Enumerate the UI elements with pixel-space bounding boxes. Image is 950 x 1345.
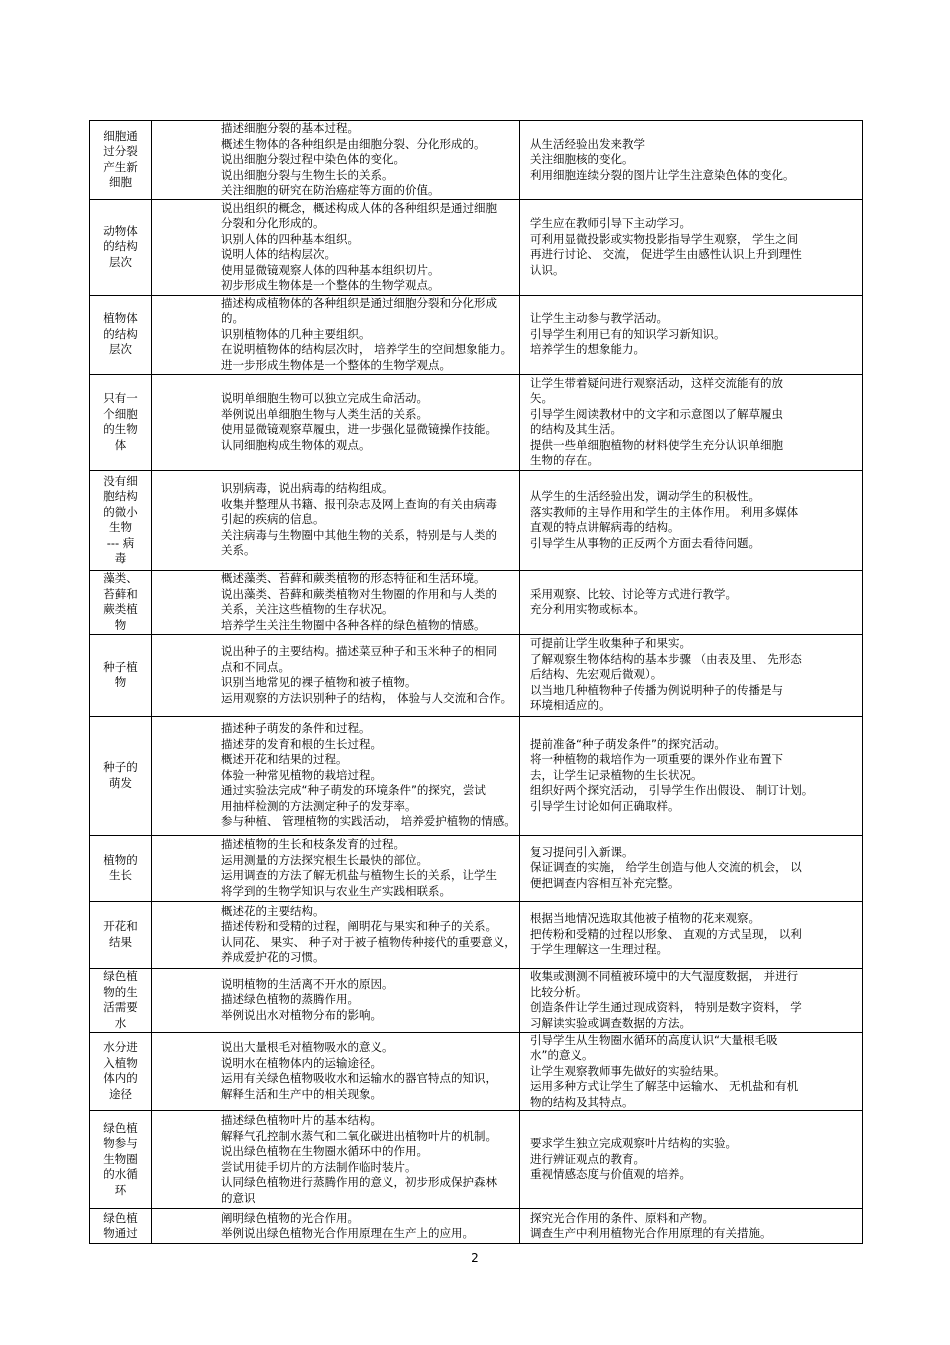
text-line: 比较分析。: [530, 984, 588, 999]
text-line: 层次: [109, 254, 132, 269]
table-row: [90, 901, 863, 968]
text-line: 识别当地常见的裸子植物和被子植物。: [221, 675, 417, 689]
text-line: 水”的意义。: [530, 1048, 594, 1062]
goals-cell: [152, 570, 520, 634]
text-line: 将学到的生物学知识与农业生产实践相联系。: [221, 883, 451, 898]
text-line: 说出大量根毛对植物吸水的意义。: [221, 1040, 394, 1055]
topic-cell: [90, 716, 152, 835]
text-line: 便把调查内容相互补充完整。: [530, 875, 680, 890]
page-number: 2: [471, 1251, 479, 1265]
topic-cell: [90, 470, 152, 570]
table-row: [90, 570, 863, 634]
text-line: 举例说出单细胞生物与人类生活的关系。: [221, 406, 428, 421]
text-line: 毒: [114, 551, 127, 565]
text-line: 探究光合作用的条件、原料和产物。: [530, 1210, 714, 1225]
text-line: 去，让学生记录植物的生长状况。: [530, 767, 703, 782]
text-line: 描述细胞分裂的基本过程。: [221, 121, 359, 135]
text-line: 绿色植: [103, 1210, 138, 1225]
text-line: 描述芽的发育和根的生长过程。: [221, 736, 382, 751]
text-line: 识别人体的四种基本组织。: [221, 231, 359, 246]
topic-cell: [90, 199, 152, 295]
text-line: 关注细胞核的变化。: [530, 152, 634, 166]
text-line: 细胞: [109, 175, 132, 190]
goals-cell: [152, 901, 520, 968]
text-line: 通过实验法完成“种子萌发的环境条件”的探究，尝试: [221, 783, 486, 798]
text-line: 入植物: [103, 1055, 138, 1070]
text-line: 尝试用徒手切片的方法制作临时装片。: [221, 1159, 417, 1174]
topic-cell: [90, 901, 152, 968]
text-line: 细胞通: [103, 128, 138, 143]
text-line: 说出种子的主要结构。描述菜豆种子和玉米种子的相同: [221, 644, 497, 658]
text-line: 说明人体的结构层次。: [221, 247, 336, 261]
text-line: 学生应在教师引导下主动学习。: [530, 216, 691, 230]
suggestion-cell: [520, 374, 863, 470]
curriculum-table: [89, 120, 863, 1244]
text-line: 胞结构: [103, 489, 138, 503]
text-line: 提供一些单细胞植物的材料使学生充分认识单细胞: [530, 437, 783, 452]
suggestion-cell: [520, 121, 863, 200]
text-line: 描述绿色植物的蒸腾作用。: [221, 992, 359, 1007]
suggestion-cell: [520, 968, 863, 1032]
text-line: 阐明绿色植物的光合作用。: [221, 1210, 359, 1225]
text-line: 养成爱护花的习惯。: [221, 950, 325, 964]
table-row: [90, 1111, 863, 1209]
text-line: 的生物: [103, 422, 138, 436]
text-line: 可提前让学生收集种子和果实。: [530, 636, 691, 651]
text-line: 重视情感态度与价值观的培养。: [530, 1167, 691, 1182]
text-line: 举例说出绿色植物光合作用原理在生产上的应用。: [221, 1226, 474, 1240]
text-line: 种子的: [103, 760, 138, 774]
text-line: 要求学生独立完成观察叶片结构的实验。: [530, 1136, 737, 1151]
text-line: 习解读实验或调查数据的方法。: [530, 1015, 691, 1030]
text-line: 认同花、 果实、 种子对于被子植物传种接代的重要意义，: [221, 934, 516, 949]
table-row: [90, 295, 863, 374]
text-line: 物: [114, 617, 127, 632]
text-line: 绿色植: [103, 1120, 138, 1135]
suggestion-cell: [520, 570, 863, 634]
text-line: 从学生的生活经验出发，调动学生的积极性。: [530, 489, 760, 503]
text-line: 种子植: [103, 659, 138, 674]
text-line: 概述花的主要结构。: [221, 903, 325, 918]
goals-cell: [152, 968, 520, 1032]
table-row: [90, 716, 863, 835]
text-line: 参与种植、 管理植物的实践活动， 培养爱护植物的情感。: [221, 814, 516, 829]
topic-cell: [90, 374, 152, 470]
text-line: 活需要: [103, 1000, 138, 1014]
text-line: 以当地几种植物种子传播为例说明种子的传播是与: [530, 682, 783, 697]
goals-cell: [152, 1209, 520, 1244]
text-line: 把传粉和受精的过程以形象、 直观的方式呈现， 以利: [530, 926, 802, 941]
text-line: 引导学生利用已有的知识学习新知识。: [530, 326, 726, 341]
text-line: 体: [114, 437, 127, 452]
text-line: 描述构成植物体的各种组织是通过细胞分裂和分化形成: [221, 295, 497, 310]
table-row: [90, 470, 863, 570]
text-line: 引导学生从事物的正反两个方面去看待问题。: [530, 535, 760, 550]
text-line: 关系，关注这些植物的生存状况。: [221, 602, 394, 616]
text-line: 运用调查的方法了解无机盐与植物生长的关系，让学生: [221, 868, 497, 882]
text-line: 直观的特点讲解病毒的结构。: [530, 520, 680, 534]
topic-cell: [90, 295, 152, 374]
text-line: 让学生主动参与教学活动。: [530, 311, 668, 326]
text-line: 了解观察生物体结构的基本步骤 （由表及里、 先形态: [530, 651, 802, 666]
text-line: 体验一种常见植物的栽培过程。: [221, 767, 382, 782]
topic-cell: [90, 1209, 152, 1244]
text-line: 解释生活和生产中的相关现象。: [221, 1086, 382, 1101]
text-line: 过分裂: [103, 144, 138, 159]
goals-cell: [152, 470, 520, 570]
goals-cell: [152, 121, 520, 200]
text-line: 采用观察、比较、讨论等方式进行教学。: [530, 586, 737, 601]
text-line: 再进行讨论、 交流， 促进学生由感性认识上升到理性: [530, 247, 802, 261]
text-line: 的微小: [103, 504, 138, 519]
topic-cell: [90, 835, 152, 901]
text-line: 在说明植物体的结构层次时， 培养学生的空间想象能力。: [221, 342, 513, 357]
table-row: [90, 835, 863, 901]
text-line: 引导学生讨论如何正确取样。: [530, 798, 680, 813]
text-line: 提前准备“种子萌发条件”的探究活动。: [530, 736, 726, 751]
text-line: 运用观察的方法识别种子的结构， 体验与人交流和合作。: [221, 690, 513, 705]
text-line: 蕨类植: [103, 602, 138, 616]
text-line: 引导学生从生物圈水循环的高度认识“大量根毛吸: [530, 1032, 778, 1047]
text-line: 生物的存在。: [530, 453, 599, 467]
text-line: 培养学生的想象能力。: [530, 342, 645, 357]
topic-cell: [90, 634, 152, 716]
text-line: 萌发: [109, 775, 132, 790]
goals-cell: [152, 374, 520, 470]
suggestion-cell: [520, 470, 863, 570]
text-line: 举例说出水对植物分布的影响。: [221, 1007, 382, 1022]
text-line: 保证调查的实施， 给学生创造与他人交流的机会， 以: [530, 860, 802, 875]
suggestion-cell: [520, 199, 863, 295]
table-row: [90, 199, 863, 295]
suggestion-cell: [520, 1032, 863, 1111]
text-line: 说出绿色植物在生物圈水循环中的作用。: [221, 1144, 428, 1158]
text-line: 引起的疾病的信息。: [221, 512, 325, 527]
text-line: 充分利用实物或标本。: [530, 602, 645, 616]
text-line: --- 病: [106, 535, 135, 550]
text-line: 说出细胞分裂与生物生长的关系。: [221, 167, 394, 182]
text-line: 生物圈: [103, 1151, 138, 1166]
text-line: 生长: [109, 868, 132, 882]
text-line: 让学生观察教师事先做好的实验结果。: [530, 1063, 726, 1078]
text-line: 描述植物的生长和枝条发育的过程。: [221, 837, 405, 851]
text-line: 说出组织的概念，概述构成人体的各种组织是通过细胞: [221, 200, 497, 215]
text-line: 植物的: [103, 852, 138, 867]
text-line: 物的生: [103, 984, 138, 999]
text-line: 说出藻类、苔藓和蕨类植物对生物圈的作用和与人类的: [221, 586, 497, 601]
text-line: 个细胞: [103, 406, 138, 421]
text-line: 产生新: [103, 159, 138, 174]
text-line: 物的结构及其特点。: [530, 1094, 634, 1109]
text-line: 的。: [221, 311, 244, 326]
text-line: 结果: [109, 934, 132, 949]
text-line: 使用显微镜观察草履虫，进一步强化显微镜操作技能。: [221, 422, 497, 436]
text-line: 植物体: [103, 311, 138, 326]
table-row: [90, 968, 863, 1032]
text-line: 创造条件让学生通过现成资料， 特别是数字资料， 学: [530, 1000, 802, 1014]
text-line: 概述开花和结果的过程。: [221, 752, 348, 767]
text-line: 动物体: [103, 223, 138, 238]
goals-cell: [152, 199, 520, 295]
text-line: 体内的: [103, 1071, 138, 1086]
text-line: 绿色植: [103, 969, 138, 983]
text-line: 说出细胞分裂过程中染色体的变化。: [221, 152, 405, 166]
text-line: 于学生理解这一生理过程。: [530, 942, 668, 957]
text-line: 关系。: [221, 543, 256, 558]
text-line: 利用细胞连续分裂的图片让学生注意染色体的变化。: [530, 167, 795, 182]
text-line: 使用显微镜观察人体的四种基本组织切片。: [221, 262, 440, 277]
text-line: 分裂和分化形成的。: [221, 216, 325, 230]
text-line: 将一种植物的栽培作为一项重要的课外作业布置下: [530, 752, 783, 767]
text-line: 用抽样检测的方法测定种子的发芽率。: [221, 798, 417, 813]
table-row: [90, 1032, 863, 1111]
text-line: 矢。: [530, 391, 553, 405]
text-line: 概述生物体的各种组织是由细胞分裂、分化形成的。: [221, 136, 486, 151]
suggestion-cell: [520, 1111, 863, 1209]
text-line: 运用测量的方法探究根生长最快的部位。: [221, 852, 428, 867]
text-line: 水分进: [103, 1040, 138, 1055]
text-line: 的意识: [221, 1190, 256, 1205]
text-line: 认同绿色植物进行蒸腾作用的意义，初步形成保护森林: [221, 1175, 497, 1189]
goals-cell: [152, 1032, 520, 1111]
text-line: 根据当地情况选取其他被子植物的花来观察。: [530, 911, 760, 926]
text-line: 只有一: [103, 391, 138, 405]
text-line: 苔藓和: [103, 586, 138, 601]
table-row: [90, 121, 863, 200]
text-line: 的结构及其生活。: [530, 422, 622, 436]
text-line: 环境相适应的。: [530, 698, 611, 713]
text-line: 收集或测测不同植被环境中的大气湿度数据， 并进行: [530, 969, 799, 983]
text-line: 描述种子萌发的条件和过程。: [221, 721, 371, 736]
text-line: 物参与: [103, 1136, 138, 1151]
text-line: 说明单细胞生物可以独立完成生命活动。: [221, 391, 428, 405]
text-line: 的结构: [103, 326, 138, 341]
text-line: 运用有关绿色植物吸收水和运输水的器官特点的知识，: [221, 1071, 497, 1086]
text-line: 解释气孔控制水蒸气和二氧化碳进出植物叶片的机制。: [221, 1128, 497, 1143]
goals-cell: [152, 716, 520, 835]
text-line: 概述藻类、苔藓和蕨类植物的形态特征和生活环境。: [221, 571, 486, 585]
topic-cell: [90, 1111, 152, 1209]
text-line: 环: [114, 1182, 127, 1197]
text-line: 落实教师的主导作用和学生的主体作用。 利用多媒体: [530, 504, 799, 519]
text-line: 培养学生关注生物圈中各种各样的绿色植物的情感。: [221, 617, 486, 632]
text-line: 初步形成生物体是一个整体的生物学观点。: [221, 278, 440, 292]
text-line: 途径: [109, 1086, 132, 1101]
suggestion-cell: [520, 1209, 863, 1244]
goals-cell: [152, 634, 520, 716]
text-line: 的结构: [103, 239, 138, 254]
text-line: 识别病毒，说出病毒的结构组成。: [221, 481, 394, 496]
text-line: 说明植物的生活离不开水的原因。: [221, 976, 394, 991]
text-line: 让学生带着疑问进行观察活动，这样交流能有的放: [530, 375, 783, 390]
text-line: 没有细: [103, 473, 138, 488]
text-line: 的水循: [103, 1167, 138, 1182]
text-line: 组织好两个探究活动， 引导学生作出假设、 制订计划。: [530, 783, 814, 798]
text-line: 引导学生阅读教材中的文字和示意图以了解草履虫: [530, 406, 783, 421]
text-line: 生物: [109, 520, 132, 534]
suggestion-cell: [520, 295, 863, 374]
goals-cell: [152, 835, 520, 901]
text-line: 说明水在植物体内的运输途径。: [221, 1055, 382, 1070]
goals-cell: [152, 1111, 520, 1209]
text-line: 进行辨证观点的教育。: [530, 1151, 645, 1166]
suggestion-cell: [520, 835, 863, 901]
text-line: 进一步形成生物体是一个整体的生物学观点。: [221, 357, 451, 372]
text-line: 认识。: [530, 262, 565, 277]
text-line: 可利用显微投影或实物投影指导学生观察， 学生之间: [530, 231, 799, 246]
text-line: 点和不同点。: [221, 659, 290, 674]
text-line: 复习提问引入新课。: [530, 844, 634, 859]
topic-cell: [90, 1032, 152, 1111]
text-line: 从生活经验出发来教学: [530, 136, 645, 151]
text-line: 物: [114, 675, 127, 689]
suggestion-cell: [520, 634, 863, 716]
text-line: 描述传粉和受精的过程，阐明花与果实和种子的关系。: [221, 919, 497, 933]
table-row: [90, 1209, 863, 1244]
text-line: 调查生产中利用植物光合作用原理的有关措施。: [530, 1226, 772, 1240]
text-line: 识别植物体的几种主要组织。: [221, 326, 371, 341]
goals-cell: [152, 295, 520, 374]
text-line: 关注病毒与生物圈中其他生物的关系，特别是与人类的: [221, 527, 497, 542]
text-line: 后结构、先宏观后微观）。: [530, 667, 663, 682]
text-line: 水: [114, 1015, 127, 1030]
table-row: [90, 374, 863, 470]
table-body: [90, 121, 863, 1244]
table-row: [90, 634, 863, 716]
topic-cell: [90, 121, 152, 200]
text-line: 藻类、: [103, 571, 138, 585]
text-line: 层次: [109, 342, 132, 357]
topic-cell: [90, 968, 152, 1032]
text-line: 开花和: [103, 919, 138, 933]
suggestion-cell: [520, 901, 863, 968]
suggestion-cell: [520, 716, 863, 835]
text-line: 关注细胞的研究在防治癌症等方面的价值。: [221, 183, 440, 197]
text-line: 描述绿色植物叶片的基本结构。: [221, 1113, 382, 1127]
text-line: 认同细胞构成生物体的观点。: [221, 437, 371, 452]
text-line: 物通过: [103, 1226, 138, 1240]
topic-cell: [90, 570, 152, 634]
text-line: 运用多种方式让学生了解茎中运输水、 无机盐和有机: [530, 1079, 799, 1093]
text-line: 收集并整理从书籍、报刊杂志及网上查询的有关由病毒: [221, 496, 497, 511]
